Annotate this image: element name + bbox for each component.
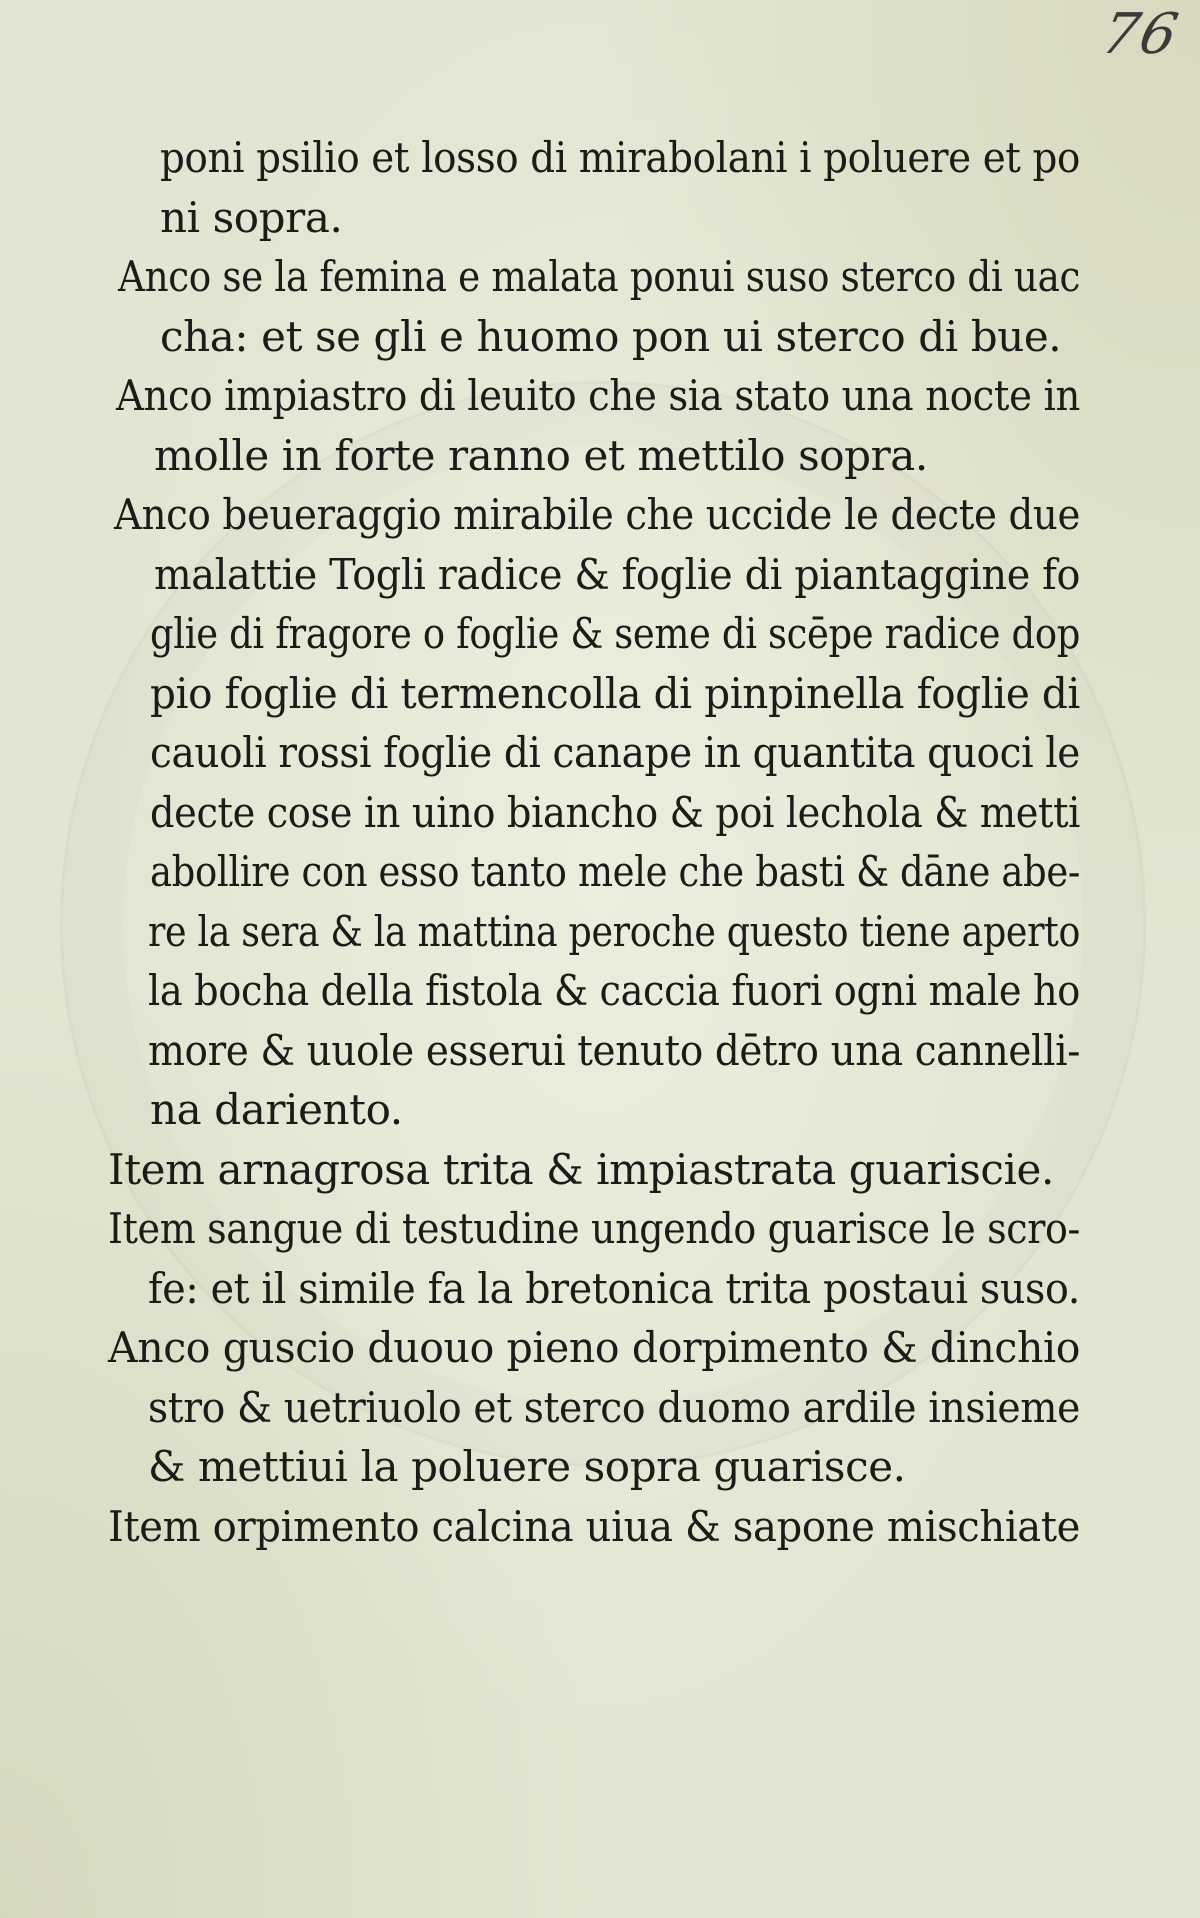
folio-number: 76 [1095, 2, 1185, 67]
text-line: Anco beueraggio mirabile che uccide le decte due [114, 490, 1080, 539]
text-line: ni sopra. [160, 192, 343, 242]
text-line: decte cose in uino biancho & poi lechola & metti [150, 787, 1080, 837]
text-line: cauoli rossi foglie di canape in quantita quoci le [150, 728, 1080, 777]
text-line: re la sera & la mattina peroche questo tiene aperto [148, 906, 1080, 956]
text-line: cha: et se gli e huomo pon ui sterco di bue. [160, 311, 1062, 361]
text-line: Anco se la femina e malata ponui suso sterco di uac [118, 252, 1080, 301]
text-line: & mettiui la poluere sopra guarisce. [148, 1442, 906, 1491]
text-line: more & uuole esserui tenuto dētro una cannelli- [148, 1025, 1080, 1075]
text-line: Item orpimento calcina uiua & sapone mischiate [108, 1501, 1080, 1551]
body-text [0, 128, 1200, 1556]
text-line: na dariento. [150, 1085, 403, 1134]
text-line: Item sangue di testudine ungendo guarisce le scro- [108, 1204, 1080, 1253]
text-line: fe: et il simile fa la bretonica trita postaui suso. [148, 1263, 1080, 1313]
text-line: la bocha della fistola & caccia fuori ogni male ho [148, 966, 1080, 1015]
text-line: pio foglie di termencolla di pinpinella foglie di [150, 668, 1080, 718]
text-line: Anco guscio duouo pieno dorpimento & dinchio [108, 1323, 1080, 1372]
text-line: Item arnagrosa trita & impiastrata guariscie. [108, 1144, 1054, 1194]
text-line: glie di fragore o foglie & seme di scēpe radice dop [150, 609, 1080, 658]
text-line: stro & uetriuolo et sterco duomo ardile insieme [148, 1382, 1080, 1432]
text-line: abollire con esso tanto mele che basti & dāne abe- [150, 847, 1080, 896]
text-line: malattie Togli radice & foglie di piantaggine fo [154, 549, 1080, 599]
text-line: poni psilio et losso di mirabolani i poluere et po [160, 133, 1080, 182]
text-line: Anco impiastro di leuito che sia stato una nocte in [116, 371, 1080, 420]
text-line: molle in forte ranno et mettilo sopra. [154, 430, 928, 480]
